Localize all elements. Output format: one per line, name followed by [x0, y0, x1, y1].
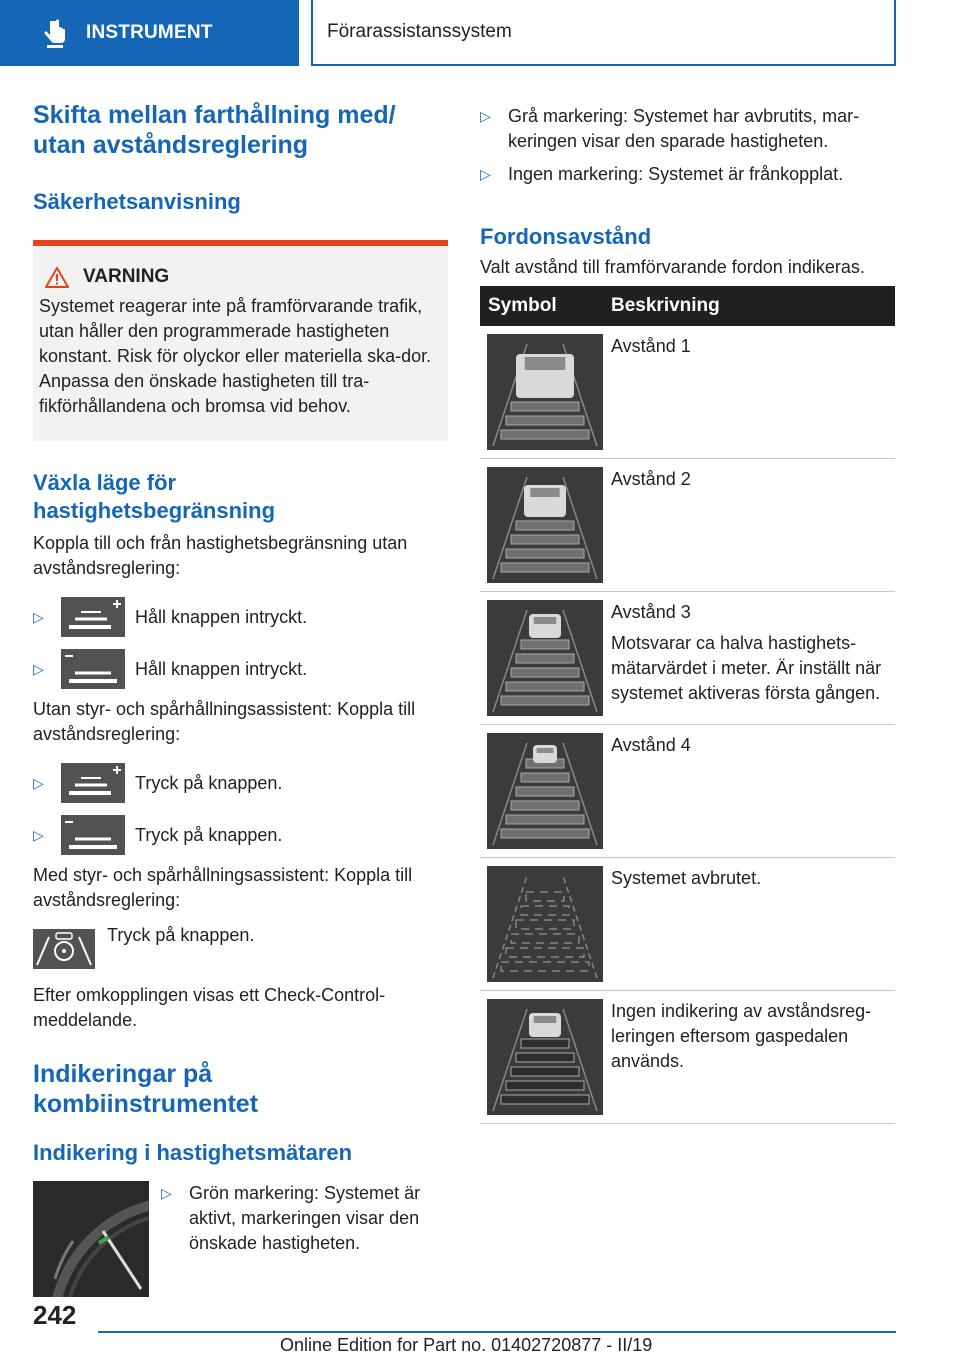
speedometer-heading: Indikering i hastighetsmätaren: [33, 1140, 353, 1165]
distance-car-icon: [487, 999, 603, 1115]
speed-limit-plus-icon: [61, 597, 125, 637]
distance-intro: Valt avstånd till framförvarande fordon indikeras.: [480, 257, 865, 277]
page-title: Skifta mellan farthållning med/ utan avståndsreglering: [33, 101, 396, 159]
speed-limit-minus-icon: [61, 649, 125, 689]
list-item-text: Tryck på knappen.: [135, 772, 283, 793]
distance-car-icon: [487, 733, 603, 849]
speed-limit-heading: Växla läge för hastighetsbegränsning: [33, 470, 276, 523]
list-item: [33, 813, 448, 857]
table-description: [611, 733, 691, 849]
speed-limit-plus-icon: [61, 763, 125, 803]
table-description: [611, 334, 691, 450]
table-description-title: Avstånd 3: [611, 602, 691, 622]
speed-limit-intro: Koppla till och från hastighetsbegränsning utan avståndsreglering:: [33, 533, 408, 578]
without-assist-intro: Utan styr- och spårhållningsassistent: Koppla till avståndsreglering:: [33, 699, 416, 744]
left-column: [33, 100, 448, 1297]
warning-header: [45, 266, 442, 288]
triangle-bullet-icon: ▷: [33, 608, 44, 625]
speedometer-row: [33, 1181, 448, 1297]
table-description-title: Systemet avbrutet.: [611, 868, 762, 888]
table-row: [480, 991, 895, 1124]
chapter-tab-label: INSTRUMENT: [86, 22, 213, 43]
table-header-description: Beskrivning: [611, 295, 720, 316]
distance-car-icon: [487, 866, 603, 982]
list-item: [33, 647, 448, 691]
after-switch-text: Efter omkopplingen visas ett Check-Control-meddelande.: [33, 985, 386, 1030]
indications-heading: Indikeringar på kombiinstrumentet: [33, 1060, 259, 1118]
safety-heading: Säkerhetsanvisning: [33, 189, 241, 214]
speedometer-needle-icon: [33, 1181, 149, 1297]
with-assist-press-text: Tryck på knappen.: [107, 925, 255, 945]
triangle-bullet-icon: ▷: [480, 166, 491, 182]
triangle-bullet-icon: ▷: [33, 826, 44, 843]
with-assist-intro: Med styr- och spårhållningsassistent: Koppla till avståndsreglering:: [33, 865, 413, 910]
speed-limit-minus-icon: [61, 815, 125, 855]
table-row: [480, 459, 895, 592]
distance-car-icon: [487, 600, 603, 716]
table-row: [480, 326, 895, 459]
table-description: [611, 467, 691, 583]
table-description-text: Motsvarar ca halva hastighets-mätarvärdet i meter. Är inställt när systemet aktiveras första gången.: [611, 633, 882, 703]
list-item-text: Ingen markering: Systemet är frånkopplat.: [508, 164, 844, 184]
table-description: [611, 600, 895, 716]
table-description-title: Ingen indikering av avståndsreg-leringen eftersom gaspedalen används.: [611, 1001, 872, 1071]
distance-heading: Fordonsavstånd: [480, 224, 652, 249]
distance-car-icon: [487, 467, 603, 583]
triangle-bullet-icon: ▷: [161, 1185, 172, 1201]
with-assist-row: [33, 923, 448, 969]
list-item-text: Håll knappen intryckt.: [135, 606, 308, 627]
chapter-tab: [0, 0, 299, 66]
triangle-bullet-icon: ▷: [480, 108, 491, 124]
section-header: [311, 0, 896, 66]
table-row: [480, 725, 895, 858]
triangle-bullet-icon: ▷: [33, 774, 44, 791]
list-item: [33, 595, 448, 639]
page-number: 242: [33, 1300, 77, 1330]
list-item: [480, 162, 895, 187]
footer-edition: Online Edition for Part no. 01402720877 - II/19: [280, 1335, 653, 1355]
steering-assist-icon: [33, 929, 95, 969]
table-description-title: Avstånd 2: [611, 469, 691, 489]
warning-text: Systemet reagerar inte på framförvarande trafik, utan håller den programmerade hastigheten konstant. Risk för olyckor eller materiella ska-dor. Anpassa den önskade hastigheten till tra-fikförhållandena och bromsa vid behov.: [39, 296, 432, 416]
list-item: [33, 761, 448, 805]
table-row: [480, 592, 895, 725]
distance-table: [480, 286, 895, 1124]
warning-triangle-icon: [45, 267, 69, 288]
footer-divider: [98, 1331, 896, 1333]
warning-box: [33, 240, 448, 441]
table-description-title: Avstånd 4: [611, 735, 691, 755]
table-description-title: Avstånd 1: [611, 336, 691, 356]
table-description: [611, 866, 761, 982]
list-item-text: Håll knappen intryckt.: [135, 658, 308, 679]
warning-label: VARNING: [83, 266, 170, 287]
table-description: [611, 999, 895, 1115]
hand-pointer-icon: [36, 15, 72, 51]
table-header-symbol: Symbol: [488, 295, 557, 316]
list-item: [480, 104, 895, 154]
distance-car-icon: [487, 334, 603, 450]
list-item-text: Tryck på knappen.: [135, 824, 283, 845]
list-item: [161, 1181, 448, 1297]
list-item-text: Grå markering: Systemet har avbrutits, mar-keringen visar den sparade hastigheten.: [508, 106, 860, 151]
right-column: [480, 100, 895, 1124]
section-title: Förarassistanssystem: [327, 21, 512, 42]
table-header: [480, 286, 895, 326]
triangle-bullet-icon: ▷: [33, 660, 44, 677]
list-item-text: Grön markering: Systemet är aktivt, markeringen visar den önskade hastigheten.: [189, 1183, 421, 1253]
table-row: [480, 858, 895, 991]
